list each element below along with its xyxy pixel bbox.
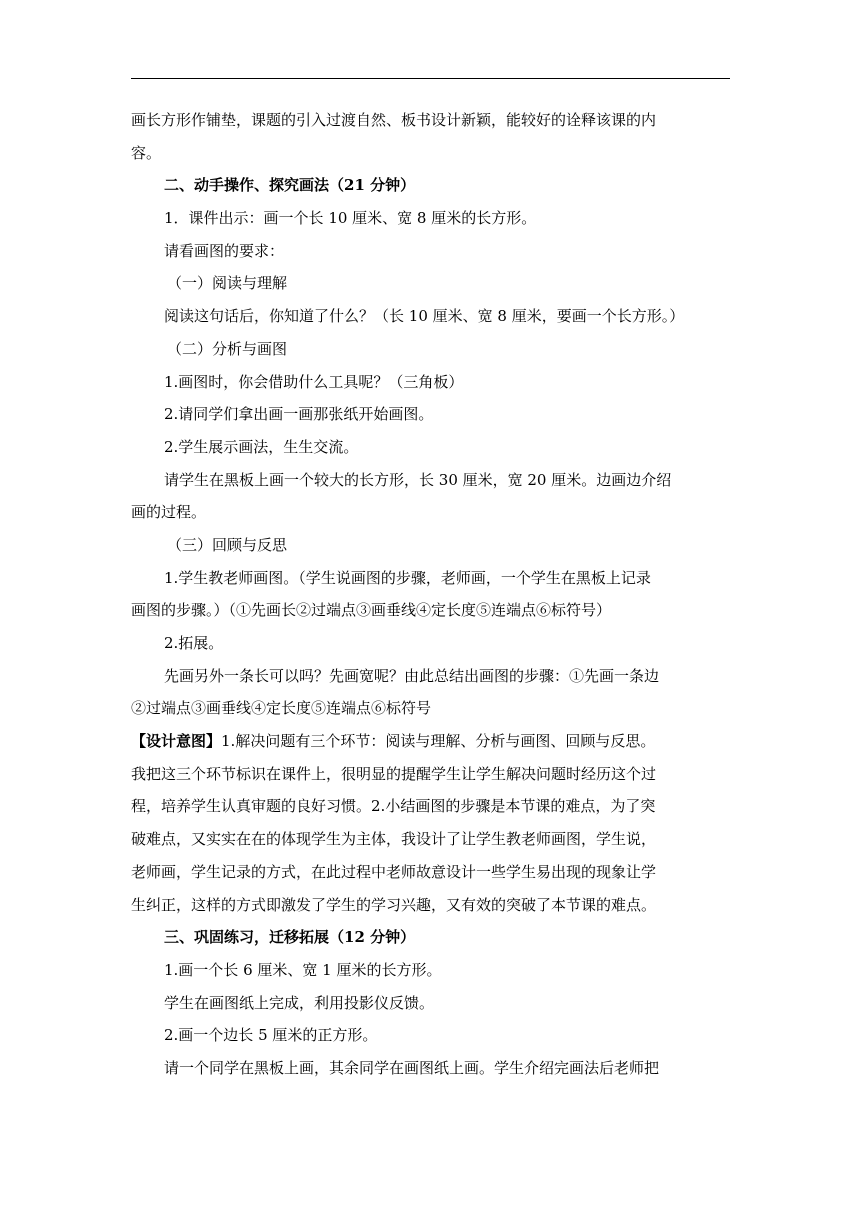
paragraph-line: 画长方形作铺垫，课题的引入过渡自然、板书设计新颖，能较好的诠释该课的内 <box>131 111 657 129</box>
paragraph-line: 2.学生展示画法，生生交流。 <box>164 437 359 456</box>
design-intent-text: 1.解决问题有三个环节：阅读与理解、分析与画图、回顾与反思。 <box>221 732 656 751</box>
paragraph-line: 请一个同学在黑板上画，其余同学在画图纸上画。学生介绍完画法后老师把 <box>164 1058 660 1077</box>
paragraph-line: 2.拓展。 <box>164 634 224 652</box>
paragraph-line: 我把这三个环节标识在课件上，很明显的提醒学生让学生解决问题时经历这个过 <box>131 764 657 783</box>
paragraph-line: 1.画图时，你会借助什么工具呢？（三角板） <box>164 372 464 391</box>
paragraph-line: 学生在画图纸上完成，利用投影仪反馈。 <box>164 993 435 1012</box>
paragraph-line: 画的过程。 <box>131 503 207 522</box>
subsection-heading: （一）阅读与理解 <box>167 274 288 293</box>
paragraph-line: 请看画图的要求： <box>164 241 285 260</box>
paragraph-line: 1.画一个长 6 厘米、宽 1 厘米的长方形。 <box>164 960 442 979</box>
paragraph-line: 生纠正，这样的方式即激发了学生的学习兴趣，又有效的突破了本节课的难点。 <box>131 895 657 914</box>
document-body <box>131 104 730 1085</box>
section-heading: 三、巩固练习，迁移拓展（12 分钟） <box>164 928 416 947</box>
paragraph-line: 请学生在黑板上画一个较大的长方形，长 30 厘米，宽 20 厘米。边画边介绍 <box>164 470 672 489</box>
paragraph-line: 先画另外一条长可以吗？先画宽呢？由此总结出画图的步骤：①先画一条边 <box>164 666 660 685</box>
paragraph-line: 容。 <box>131 143 162 162</box>
section-heading: 二、动手操作、探究画法（21 分钟） <box>164 176 416 195</box>
paragraph-line: ②过端点③画垂线④定长度⑤连端点⑥标符号 <box>131 699 432 718</box>
paragraph-line: 1．课件出示：画一个长 10 厘米、宽 8 厘米的长方形。 <box>164 209 537 228</box>
paragraph-line: 1.学生教老师画图。（学生说画图的步骤，老师画，一个学生在黑板上记录 <box>164 568 651 587</box>
paragraph-line: 程，培养学生认真审题的良好习惯。2.小结画图的步骤是本节课的难点，为了突 <box>131 797 656 816</box>
header-rule <box>131 78 730 79</box>
subsection-heading: （三）回顾与反思 <box>167 535 288 554</box>
paragraph-line: 阅读这句话后，你知道了什么？（长 10 厘米、宽 8 厘米，要画一个长方形。） <box>164 307 685 326</box>
paragraph-line: 破难点，又实实在在的体现学生为主体，我设计了让学生教老师画图，学生说， <box>131 830 657 849</box>
paragraph-line: 画图的步骤。）（①先画长②过端点③画垂线④定长度⑤连端点⑥标符号） <box>131 601 612 620</box>
paragraph-line: 2.画一个边长 5 厘米的正方形。 <box>164 1026 378 1045</box>
design-intent-line <box>131 725 730 758</box>
design-intent-label: 【设计意图】 <box>131 732 222 751</box>
subsection-heading: （二）分析与画图 <box>167 339 288 358</box>
paragraph-line: 老师画，学生记录的方式，在此过程中老师故意设计一些学生易出现的现象让学 <box>131 862 657 881</box>
paragraph-line: 2.请同学们拿出画一画那张纸开始画图。 <box>164 405 434 424</box>
